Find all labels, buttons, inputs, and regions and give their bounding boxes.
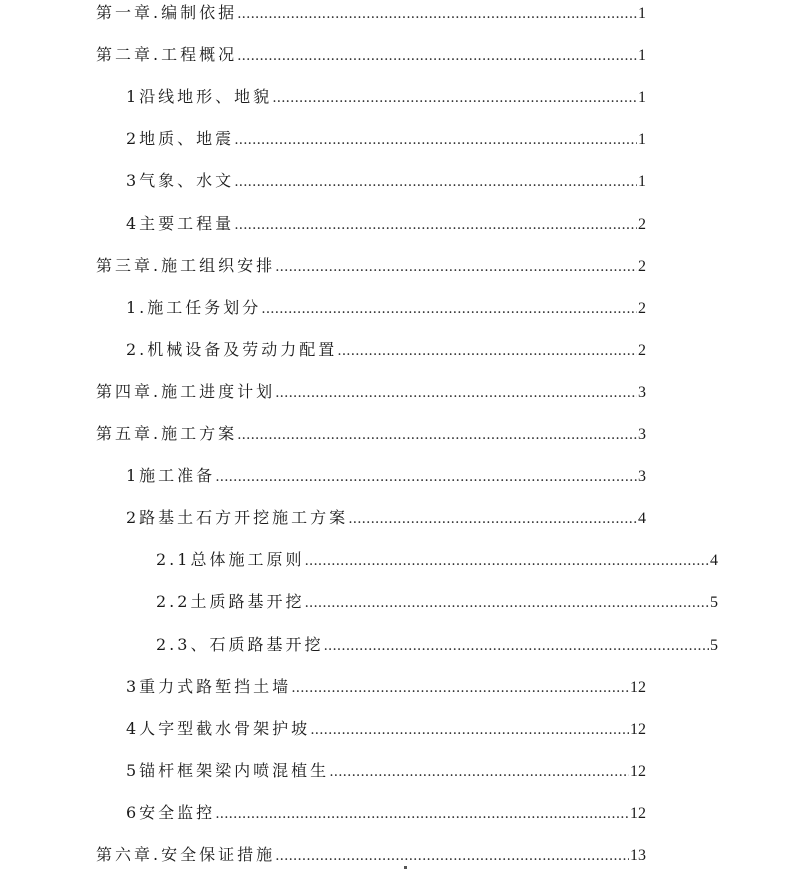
toc-entry[interactable] — [126, 296, 646, 320]
toc-entry-title: 1.施工任务划分 — [126, 297, 262, 317]
toc-dot-leader — [304, 591, 709, 615]
toc-dot-leader — [323, 634, 709, 658]
toc-entry-page: 1 — [638, 131, 646, 149]
toc-entry[interactable] — [96, 380, 646, 404]
toc-entry-title: 2.2土质路基开挖 — [156, 592, 305, 612]
toc-entry-title: 2.3、石质路基开挖 — [156, 634, 324, 654]
toc-entry[interactable] — [96, 1, 646, 25]
toc-entry-page: 3 — [638, 426, 646, 443]
toc-entry-title: 第六章.安全保证措施 — [96, 845, 276, 864]
toc-dot-leader — [237, 423, 637, 447]
page-mark — [404, 866, 407, 869]
toc-entry[interactable] — [126, 801, 646, 825]
toc-dot-leader — [215, 802, 629, 826]
toc-entry-page: 12 — [630, 762, 646, 780]
toc-dot-leader — [215, 465, 637, 489]
toc-dot-leader — [272, 86, 637, 110]
toc-entry-title: 1沿线地形、地貌 — [126, 87, 273, 107]
toc-entry[interactable] — [96, 43, 646, 67]
toc-entry-title: 第二章.工程概况 — [96, 45, 238, 65]
toc-entry[interactable] — [96, 843, 646, 867]
toc-entry-page: 3 — [638, 383, 646, 401]
toc-entry[interactable] — [126, 338, 646, 362]
toc-entry[interactable] — [126, 675, 646, 699]
toc-entry-title: 2.1总体施工原则 — [156, 550, 305, 570]
toc-dot-leader — [234, 128, 637, 152]
toc-entry-page: 4 — [710, 552, 718, 570]
toc-entry-title: 4人字型截水骨架护坡 — [126, 718, 311, 738]
toc-entry-page: 1 — [638, 5, 646, 22]
toc-entry-page: 2 — [638, 341, 646, 359]
toc-entry-page: 1 — [638, 89, 646, 107]
toc-entry-title: 3气象、水文 — [126, 171, 235, 191]
toc-entry-title: 6安全监控 — [126, 802, 216, 822]
toc-entry-title: 3重力式路堑挡土墙 — [126, 676, 292, 696]
toc-dot-leader — [275, 381, 637, 405]
toc-entry-page: 12 — [630, 804, 646, 822]
toc-dot-leader — [275, 255, 637, 279]
toc-dot-leader — [348, 507, 637, 531]
toc-entry[interactable] — [156, 548, 718, 572]
toc-entry-page: 13 — [630, 847, 646, 864]
toc-entry[interactable] — [126, 85, 646, 109]
toc-entry-title: 2路基土石方开挖施工方案 — [126, 508, 349, 528]
toc-entry[interactable] — [126, 212, 646, 236]
toc-entry-title: 第一章.编制依据 — [96, 3, 238, 22]
toc-entry-page: 1 — [638, 173, 646, 191]
toc-entry[interactable] — [156, 633, 718, 657]
toc-dot-leader — [234, 213, 637, 237]
toc-entry-page: 3 — [638, 468, 646, 486]
toc-entry-page: 5 — [710, 594, 718, 612]
toc-entry-page: 2 — [638, 215, 646, 233]
toc-entry[interactable] — [126, 759, 646, 783]
toc-entry[interactable] — [96, 422, 646, 446]
toc-dot-leader — [337, 339, 637, 363]
toc-dot-leader — [237, 44, 637, 68]
toc-entry-title: 4主要工程量 — [126, 213, 235, 233]
toc-dot-leader — [304, 549, 709, 573]
toc-entry[interactable] — [156, 590, 718, 614]
toc-entry-title: 第四章.施工进度计划 — [96, 381, 276, 401]
toc-entry-page: 1 — [638, 47, 646, 65]
toc-entry[interactable] — [96, 254, 646, 278]
toc-dot-leader — [291, 676, 629, 700]
toc-entry[interactable] — [126, 127, 646, 151]
toc-entry[interactable] — [126, 464, 646, 488]
toc-entry[interactable] — [126, 169, 646, 193]
toc-entry[interactable] — [126, 506, 646, 530]
toc-dot-leader — [329, 760, 629, 784]
toc-entry-title: 2.机械设备及劳动力配置 — [126, 339, 338, 359]
toc-dot-leader — [310, 718, 629, 742]
toc-dot-leader — [237, 2, 637, 26]
toc-entry-title: 1施工准备 — [126, 466, 216, 486]
toc-dot-leader — [261, 297, 637, 321]
toc-entry-title: 第五章.施工方案 — [96, 424, 238, 443]
toc-entry-page: 12 — [630, 678, 646, 696]
toc-entry-page: 2 — [638, 257, 646, 275]
toc-entry-page: 12 — [630, 720, 646, 738]
toc-entry-title: 2地质、地震 — [126, 129, 235, 149]
toc-dot-leader — [234, 170, 637, 194]
toc-entry-title: 第三章.施工组织安排 — [96, 255, 276, 275]
toc-dot-leader — [275, 844, 629, 868]
toc-entry-page: 2 — [638, 299, 646, 317]
toc-entry[interactable] — [126, 717, 646, 741]
toc-entry-title: 5锚杆框架梁内喷混植生 — [126, 760, 330, 780]
toc-entry-page: 4 — [638, 510, 646, 528]
toc-entry-page: 5 — [710, 636, 718, 654]
